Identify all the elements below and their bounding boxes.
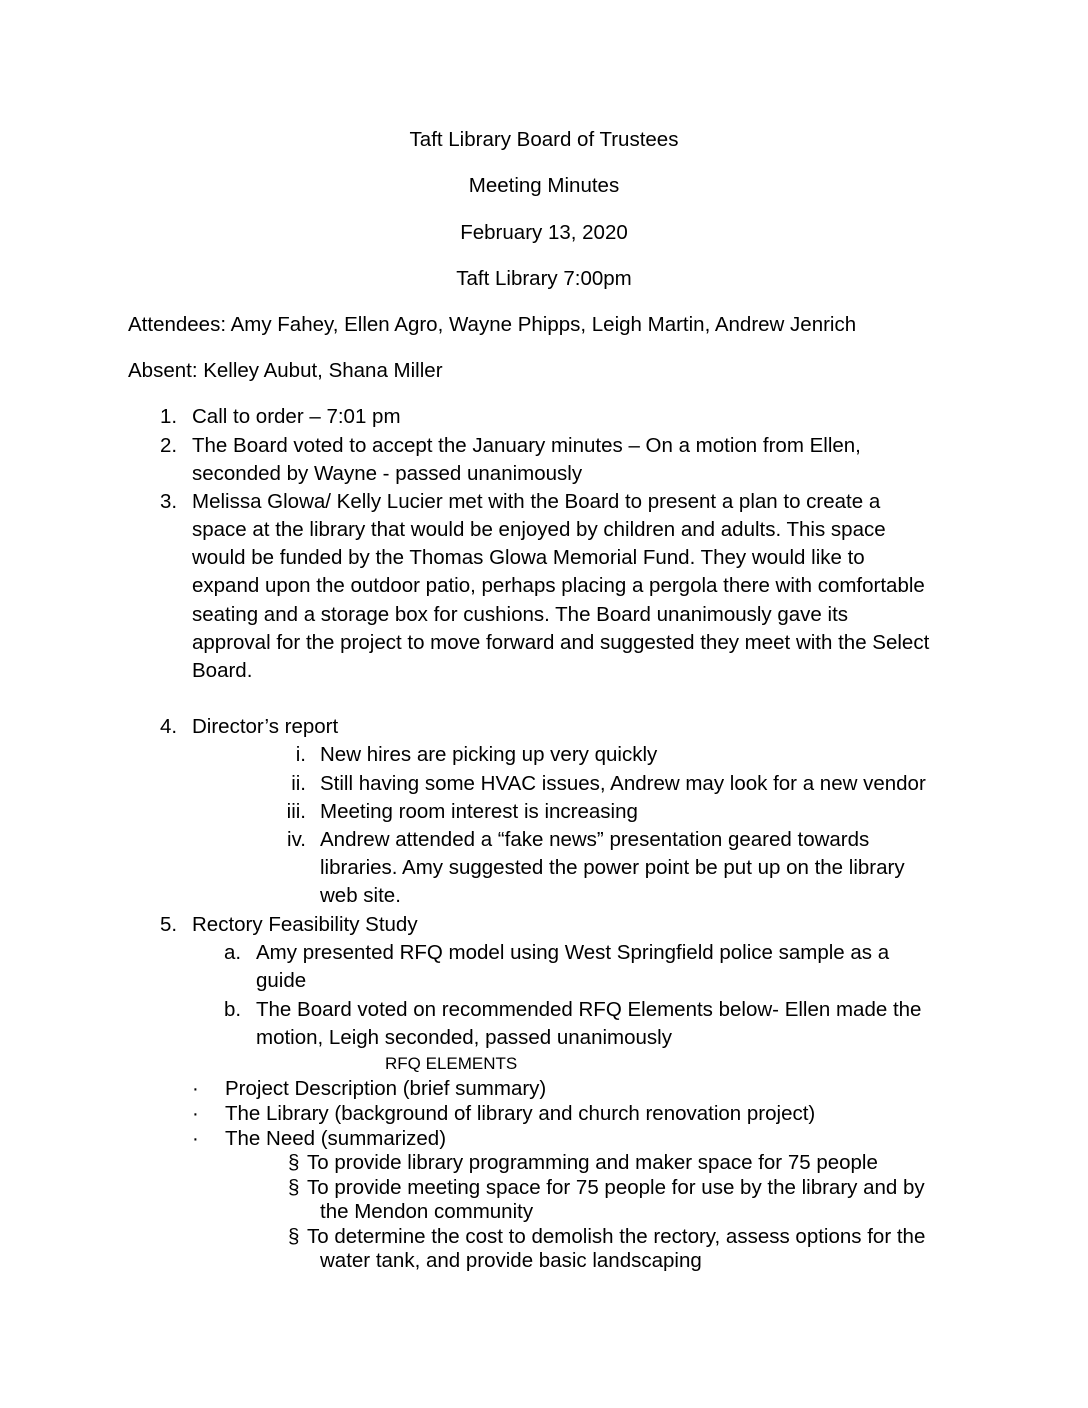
need-item: water tank, and provide basic landscaping bbox=[320, 1249, 702, 1272]
sublist-text: New hires are picking up very quickly bbox=[320, 743, 658, 766]
sublist-letter: a. bbox=[224, 941, 242, 964]
section-bullet: § bbox=[288, 1176, 300, 1199]
section-bullet: § bbox=[288, 1225, 300, 1248]
sublist-text: libraries. Amy suggested the power point be put up on the library bbox=[320, 856, 905, 879]
list-item-text: space at the library that would be enjoyed by children and adults. This space bbox=[192, 518, 886, 541]
rfq-element: The Need (summarized) bbox=[225, 1127, 447, 1150]
sublist-number: iv. bbox=[287, 828, 306, 851]
meeting-date: February 13, 2020 bbox=[460, 221, 628, 244]
absent-line: Absent: Kelley Aubut, Shana Miller bbox=[128, 359, 443, 382]
list-item-text: Director’s report bbox=[192, 715, 339, 738]
list-item-number: 5. bbox=[160, 913, 178, 936]
list-item-text: expand upon the outdoor patio, perhaps placing a pergola there with comfortable bbox=[192, 574, 925, 597]
list-item-text: The Board voted to accept the January minutes – On a motion from Ellen, bbox=[192, 434, 861, 457]
sublist-text: motion, Leigh seconded, passed unanimously bbox=[256, 1026, 672, 1049]
sublist-text: web site. bbox=[320, 884, 401, 907]
rfq-heading: RFQ ELEMENTS bbox=[385, 1054, 518, 1073]
list-item-text: Call to order – 7:01 pm bbox=[192, 405, 401, 428]
rfq-element: The Library (background of library and church renovation project) bbox=[225, 1102, 816, 1125]
document-title: Taft Library Board of Trustees bbox=[409, 128, 679, 151]
need-item: To determine the cost to demolish the rectory, assess options for the bbox=[307, 1225, 926, 1248]
list-item-text: seconded by Wayne - passed unanimously bbox=[192, 462, 583, 485]
sublist-number: ii. bbox=[291, 772, 306, 795]
section-bullet: § bbox=[288, 1151, 300, 1174]
list-item-number: 1. bbox=[160, 405, 178, 428]
meeting-location: Taft Library 7:00pm bbox=[456, 267, 632, 290]
list-item-text: Melissa Glowa/ Kelly Lucier met with the Board to present a plan to create a bbox=[192, 490, 881, 513]
need-item: the Mendon community bbox=[320, 1200, 534, 1223]
rfq-element: Project Description (brief summary) bbox=[225, 1077, 547, 1100]
need-item: To provide meeting space for 75 people for use by the library and by bbox=[307, 1176, 925, 1199]
list-item-text: approval for the project to move forward and suggested they meet with the Select bbox=[192, 631, 930, 654]
sublist-text: Meeting room interest is increasing bbox=[320, 800, 638, 823]
list-item-text: Board. bbox=[192, 659, 253, 682]
sublist-letter: b. bbox=[224, 998, 242, 1021]
sublist-number: iii. bbox=[286, 800, 306, 823]
list-item-number: 4. bbox=[160, 715, 178, 738]
attendees-line: Attendees: Amy Fahey, Ellen Agro, Wayne Phipps, Leigh Martin, Andrew Jenrich bbox=[128, 313, 857, 336]
document-subtitle: Meeting Minutes bbox=[468, 174, 620, 197]
need-item: To provide library programming and maker space for 75 people bbox=[307, 1151, 878, 1174]
list-item-text: seating and a storage box for cushions. The Board unanimously gave its bbox=[192, 603, 849, 626]
sublist-text: Andrew attended a “fake news” presentation geared towards bbox=[320, 828, 870, 851]
bullet: · bbox=[192, 1127, 199, 1150]
sublist-text: guide bbox=[256, 969, 307, 992]
sublist-text: Still having some HVAC issues, Andrew may look for a new vendor bbox=[320, 772, 926, 795]
sublist-text: The Board voted on recommended RFQ Elements below- Ellen made the bbox=[256, 998, 922, 1021]
sublist-number: i. bbox=[295, 743, 306, 766]
bullet: · bbox=[192, 1077, 199, 1100]
list-item-text: would be funded by the Thomas Glowa Memorial Fund. They would like to bbox=[192, 546, 865, 569]
list-item-number: 2. bbox=[160, 434, 178, 457]
bullet: · bbox=[192, 1102, 199, 1125]
list-item-number: 3. bbox=[160, 490, 178, 513]
list-item-text: Rectory Feasibility Study bbox=[192, 913, 418, 936]
sublist-text: Amy presented RFQ model using West Springfield police sample as a bbox=[256, 941, 890, 964]
